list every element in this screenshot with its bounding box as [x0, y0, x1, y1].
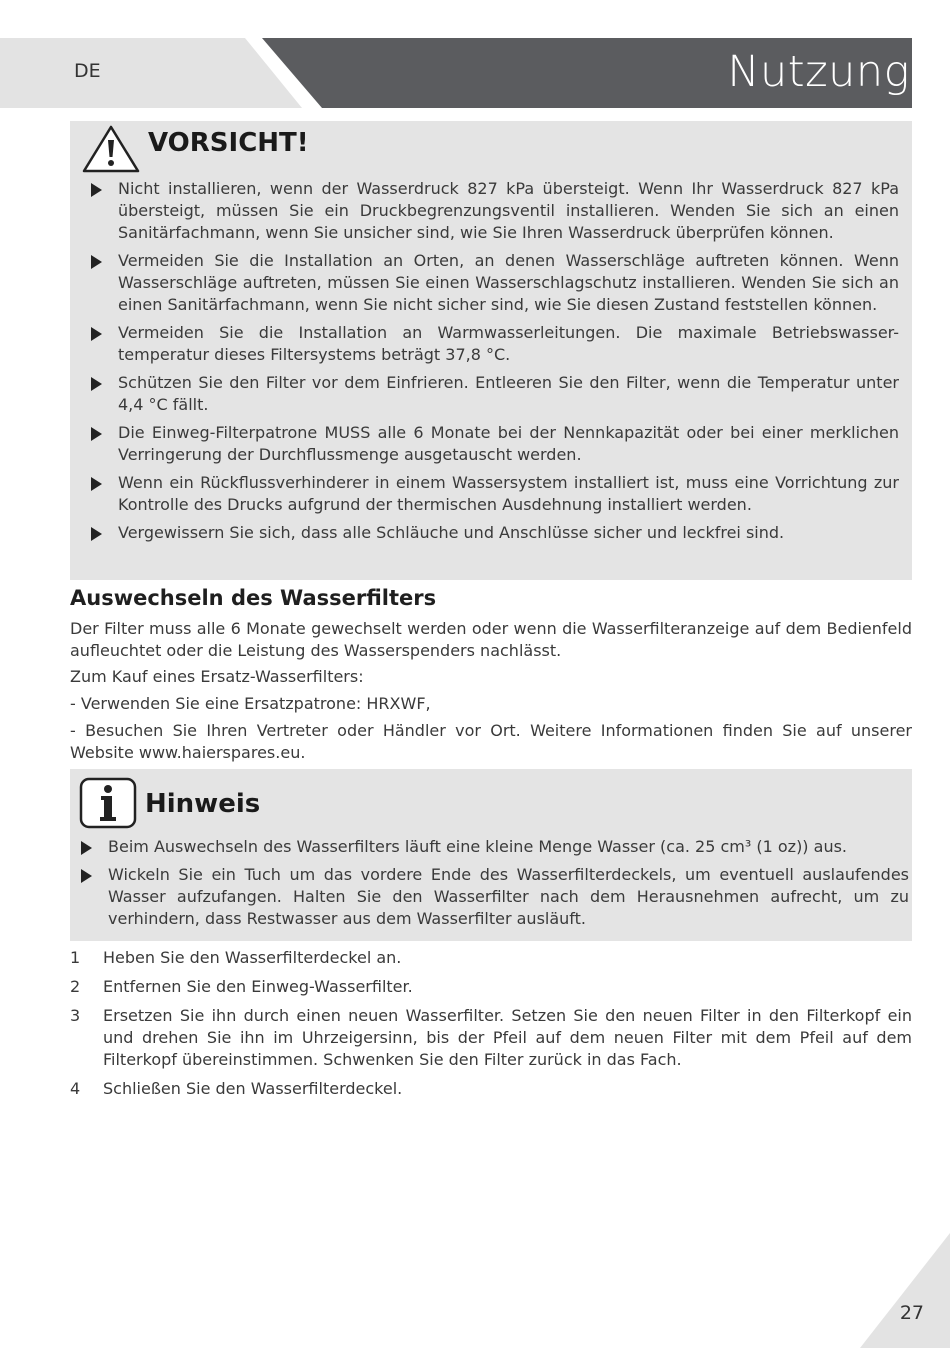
step-item [70, 947, 912, 969]
purchase-option: - Verwenden Sie eine Ersatzpatrone: HRXWF, [70, 694, 431, 713]
list-item [118, 522, 899, 544]
list-item [118, 178, 899, 244]
bullet-arrow-icon [91, 377, 102, 391]
page-header [0, 0, 950, 115]
corner-decoration [860, 1233, 950, 1348]
section-heading: Auswechseln des Wasserfilters [70, 586, 437, 610]
bullet-arrow-icon [91, 183, 102, 197]
list-item-text: Beim Auswechseln des Wasserfilters läuft eine kleine Menge Wasser (ca. 25 cm³ (1 oz)) aus. [108, 837, 847, 856]
info-icon [79, 777, 137, 829]
step-number: 1 [70, 948, 81, 967]
list-item-text: Wenn ein Rückflussverhinderer in einem Wassersystem installiert ist, muss eine Vorrichtung zur Kontrolle des Drucks aufgrund der thermischen Ausdehnung installiert werden. [118, 473, 899, 514]
step-number: 4 [70, 1079, 81, 1098]
step-item [70, 976, 912, 998]
purchase-label: Zum Kauf eines Ersatz-Wasserfilters: [70, 667, 364, 686]
bullet-arrow-icon [91, 327, 102, 341]
step-number: 2 [70, 977, 81, 996]
list-item-text: Wickeln Sie ein Tuch um das vordere Ende des Wasserfilterdeckels, um eventuell auslaufendes Wasser aufzufangen. Halten Sie den Wasserfilter nach dem Herausnehmen aufrecht, um zu verhindern, dass Restwasser aus dem Wasserfilter ausläuft. [108, 865, 909, 928]
intro-paragraph: Der Filter muss alle 6 Monate gewechselt werden oder wenn die Wasserfilteranzeige auf dem Bedienfeld aufleuchtet oder die Leistung des Wasserspenders nachlässt. [70, 619, 912, 660]
list-item [118, 472, 899, 516]
bullet-arrow-icon [91, 255, 102, 269]
list-item-text: Vermeiden Sie die Installation an Orten, an denen Wasserschläge auftreten können. Wenn Wasserschläge auftreten, müssen Sie einen Wasserschlagschutz installieren. Wenden Sie sich an einen Sanitärfachmann, wenn Sie nicht sicher sind, wie Sie diesen Zustand feststellen können. [118, 251, 899, 314]
list-item [108, 836, 909, 858]
list-item-text: Vermeiden Sie die Installation an Warmwasserleitungen. Die maximale Betriebswasser-temperatur dieses Filtersystems beträgt 37,8 °C. [118, 323, 899, 364]
list-item [118, 250, 899, 316]
step-text: Ersetzen Sie ihn durch einen neuen Wasserfilter. Setzen Sie den neuen Filter in den Filterkopf ein und drehen Sie ihn im Uhrzeigersinn, bis der Pfeil auf dem neuen Filter mit dem Pfeil auf dem Filterkopf übereinstimmen. Schwenken Sie den Filter zurück in das Fach. [103, 1006, 912, 1069]
caution-list [118, 178, 899, 550]
note-list [108, 836, 909, 936]
language-label: DE [74, 60, 101, 82]
bullet-arrow-icon [81, 869, 92, 883]
bullet-arrow-icon [91, 527, 102, 541]
section-title: Nutzung [727, 47, 910, 97]
warning-triangle-icon [80, 123, 142, 175]
page-number: 27 [899, 1302, 924, 1324]
step-text: Schließen Sie den Wasserfilterdeckel. [103, 1079, 403, 1098]
list-item [118, 372, 899, 416]
list-item [118, 422, 899, 466]
bullet-arrow-icon [91, 477, 102, 491]
step-text: Heben Sie den Wasserfilterdeckel an. [103, 948, 402, 967]
step-item [70, 1078, 912, 1100]
step-item [70, 1005, 912, 1071]
list-item-text: Nicht installieren, wenn der Wasserdruck 827 kPa übersteigt. Wenn Ihr Wasserdruck 827 kPa übersteigt, müssen Sie ein Druckbegrenzungsventil installieren. Wenden Sie sich an einen Sanitärfachmann, wenn Sie unsicher sind, wie Sie Ihren Wasserdruck überprüfen können. [118, 179, 899, 242]
list-item-text: Schützen Sie den Filter vor dem Einfrieren. Entleeren Sie den Filter, wenn die Temperatur unter 4,4 °C fällt. [118, 373, 899, 414]
bullet-arrow-icon [81, 841, 92, 855]
list-item [108, 864, 909, 930]
bullet-arrow-icon [91, 427, 102, 441]
note-title: Hinweis [145, 789, 261, 819]
steps-list [70, 947, 912, 1107]
purchase-option: - Besuchen Sie Ihren Vertreter oder Händler vor Ort. Weitere Informationen finden Sie auf unserer Website www.haierspares.eu. [70, 721, 912, 762]
caution-title: VORSICHT! [148, 128, 309, 158]
step-number: 3 [70, 1006, 81, 1025]
list-item-text: Vergewissern Sie sich, dass alle Schläuche und Anschlüsse sicher und leckfrei sind. [118, 523, 785, 542]
list-item-text: Die Einweg-Filterpatrone MUSS alle 6 Monate bei der Nennkapazität oder bei einer merklichen Verringerung der Durchflussmenge ausgetauscht werden. [118, 423, 899, 464]
list-item [118, 322, 899, 366]
step-text: Entfernen Sie den Einweg-Wasserfilter. [103, 977, 413, 996]
